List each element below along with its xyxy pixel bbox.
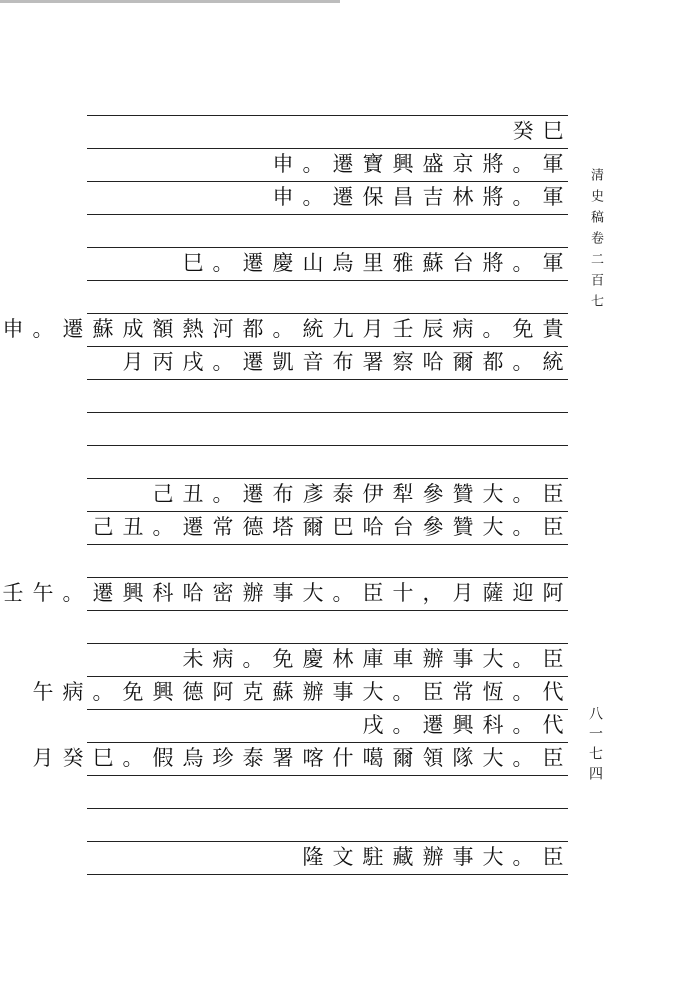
glyph: 月 — [122, 350, 144, 374]
row-13 — [88, 511, 568, 543]
glyph: 。 — [212, 350, 234, 374]
glyph: 臣 — [542, 482, 564, 506]
glyph: 遷 — [242, 482, 264, 506]
glyph: 哈 — [182, 581, 204, 605]
glyph: 病 — [62, 680, 84, 704]
glyph: 己 — [152, 482, 174, 506]
glyph: 參 — [422, 482, 444, 506]
glyph: 辦 — [422, 845, 444, 869]
glyph: 慶 — [302, 647, 324, 671]
glyph: 。 — [272, 317, 294, 341]
glyph: 。 — [242, 647, 264, 671]
glyph: 什 — [332, 746, 354, 770]
glyph: 興 — [452, 713, 474, 737]
glyph: 。 — [512, 713, 534, 737]
glyph: 烏 — [332, 251, 354, 275]
glyph: 臣 — [542, 647, 564, 671]
row-18 — [28, 676, 568, 708]
row-3 — [268, 181, 568, 213]
row-15 — [0, 577, 568, 609]
glyph: 塔 — [272, 515, 294, 539]
glyph: 壬 — [2, 581, 24, 605]
glyph: 布 — [272, 482, 294, 506]
glyph: 台 — [392, 515, 414, 539]
glyph: 庫 — [362, 647, 384, 671]
horizontal-rule — [87, 874, 568, 875]
glyph: 將 — [482, 152, 504, 176]
glyph: 都 — [242, 317, 264, 341]
glyph: 藏 — [392, 845, 414, 869]
glyph: 哈 — [422, 350, 444, 374]
glyph: 雅 — [392, 251, 414, 275]
glyph: 。 — [512, 350, 534, 374]
glyph: 。 — [332, 581, 354, 605]
glyph: 事 — [452, 647, 474, 671]
glyph: 珍 — [212, 746, 234, 770]
glyph: 癸 — [62, 746, 84, 770]
glyph: 科 — [152, 581, 174, 605]
glyph: 大 — [482, 746, 504, 770]
glyph: 戌 — [182, 350, 204, 374]
glyph: 統 — [542, 350, 564, 374]
glyph: 寶 — [362, 152, 384, 176]
glyph: 。 — [212, 482, 234, 506]
glyph: 贊 — [452, 482, 474, 506]
horizontal-rule — [87, 412, 568, 413]
glyph: 台 — [452, 251, 474, 275]
glyph: 辰 — [422, 317, 444, 341]
glyph: 都 — [482, 350, 504, 374]
glyph: 巳 — [542, 119, 564, 143]
glyph: 臣 — [542, 746, 564, 770]
glyph: 署 — [362, 350, 384, 374]
glyph: 遷 — [242, 251, 264, 275]
glyph: 京 — [452, 152, 474, 176]
glyph: 。 — [392, 680, 414, 704]
glyph: 大 — [482, 845, 504, 869]
glyph: 。 — [512, 482, 534, 506]
glyph: 月 — [452, 581, 474, 605]
glyph: 將 — [482, 251, 504, 275]
glyph: 巳 — [182, 251, 204, 275]
glyph: 遷 — [242, 350, 264, 374]
glyph: 泰 — [242, 746, 264, 770]
glyph: 薩 — [482, 581, 504, 605]
glyph: 假 — [152, 746, 174, 770]
glyph: 阿 — [542, 581, 564, 605]
glyph: 巳 — [92, 746, 114, 770]
row-8 — [118, 346, 568, 378]
glyph: 克 — [242, 680, 264, 704]
glyph: 伊 — [362, 482, 384, 506]
glyph: 。 — [512, 515, 534, 539]
glyph: 貴 — [542, 317, 564, 341]
glyph: 噶 — [362, 746, 384, 770]
glyph: 申 — [2, 317, 24, 341]
glyph: 將 — [482, 185, 504, 209]
glyph: 犁 — [392, 482, 414, 506]
glyph: 代 — [542, 680, 564, 704]
glyph: 喀 — [302, 746, 324, 770]
glyph: 里 — [362, 251, 384, 275]
glyph: 申 — [272, 152, 294, 176]
glyph: 。 — [512, 845, 534, 869]
glyph: 遷 — [422, 713, 444, 737]
row-23 — [298, 841, 568, 873]
glyph: 大 — [482, 647, 504, 671]
glyph: 恆 — [482, 680, 504, 704]
glyph: 迎 — [512, 581, 534, 605]
glyph: 午 — [32, 581, 54, 605]
glyph: 蘇 — [92, 317, 114, 341]
glyph: 大 — [362, 680, 384, 704]
horizontal-rule — [87, 115, 568, 116]
glyph: 蘇 — [422, 251, 444, 275]
glyph: 參 — [422, 515, 444, 539]
glyph: 。 — [302, 185, 324, 209]
glyph: 。 — [512, 746, 534, 770]
glyph: 密 — [212, 581, 234, 605]
glyph: 遷 — [182, 515, 204, 539]
horizontal-rule — [87, 544, 568, 545]
glyph: 統 — [302, 317, 324, 341]
glyph: 布 — [332, 350, 354, 374]
glyph: 。 — [512, 251, 534, 275]
glyph: 蘇 — [272, 680, 294, 704]
glyph: 盛 — [422, 152, 444, 176]
glyph: 軍 — [542, 152, 564, 176]
glyph: 戌 — [362, 713, 384, 737]
glyph: 。 — [122, 746, 144, 770]
glyph: 。 — [152, 515, 174, 539]
glyph: 車 — [392, 647, 414, 671]
glyph: 贊 — [452, 515, 474, 539]
glyph: 大 — [482, 515, 504, 539]
row-20 — [28, 742, 568, 774]
glyph: 。 — [212, 251, 234, 275]
glyph: 。 — [482, 317, 504, 341]
glyph: 臣 — [362, 581, 384, 605]
glyph: 。 — [62, 581, 84, 605]
glyph: 慶 — [272, 251, 294, 275]
horizontal-rule — [87, 808, 568, 809]
glyph: 事 — [452, 845, 474, 869]
glyph: 十 — [392, 581, 414, 605]
glyph: 隊 — [452, 746, 474, 770]
glyph: 丑 — [182, 482, 204, 506]
glyph: 臣 — [542, 845, 564, 869]
glyph: 德 — [182, 680, 204, 704]
glyph: 昌 — [392, 185, 414, 209]
glyph: 保 — [362, 185, 384, 209]
glyph: 。 — [512, 185, 534, 209]
glyph: 興 — [152, 680, 174, 704]
glyph: 免 — [512, 317, 534, 341]
glyph: 。 — [302, 152, 324, 176]
glyph: 署 — [272, 746, 294, 770]
glyph: 午 — [32, 680, 54, 704]
row-5 — [178, 247, 568, 279]
horizontal-rule — [87, 610, 568, 611]
glyph: 河 — [212, 317, 234, 341]
glyph: 壬 — [392, 317, 414, 341]
page-number: 八一七四 — [587, 706, 603, 786]
glyph: 彥 — [302, 482, 324, 506]
horizontal-rule — [87, 280, 568, 281]
book-title: 清史稿卷二百七 — [588, 168, 603, 315]
glyph: 遷 — [62, 317, 84, 341]
glyph: 烏 — [182, 746, 204, 770]
glyph: 癸 — [512, 119, 534, 143]
glyph: 吉 — [422, 185, 444, 209]
glyph: 熱 — [182, 317, 204, 341]
horizontal-rule — [87, 775, 568, 776]
glyph: 德 — [242, 515, 264, 539]
glyph: 。 — [512, 680, 534, 704]
glyph: 。 — [512, 647, 534, 671]
glyph: 遷 — [332, 185, 354, 209]
glyph: 免 — [122, 680, 144, 704]
glyph: 爾 — [452, 350, 474, 374]
glyph: 病 — [452, 317, 474, 341]
glyph: 泰 — [332, 482, 354, 506]
row-17 — [178, 643, 568, 675]
glyph: 巴 — [332, 515, 354, 539]
glyph: 爾 — [302, 515, 324, 539]
row-7 — [0, 313, 568, 345]
glyph: 。 — [32, 317, 54, 341]
glyph: 山 — [302, 251, 324, 275]
horizontal-rule — [87, 214, 568, 215]
glyph: 事 — [332, 680, 354, 704]
glyph: 林 — [332, 647, 354, 671]
glyph: 軍 — [542, 185, 564, 209]
glyph: 音 — [302, 350, 324, 374]
glyph: 駐 — [362, 845, 384, 869]
glyph: ， — [422, 581, 444, 605]
glyph: 。 — [392, 713, 414, 737]
glyph: 領 — [422, 746, 444, 770]
glyph: 大 — [482, 482, 504, 506]
glyph: 哈 — [362, 515, 384, 539]
glyph: 興 — [122, 581, 144, 605]
glyph: 臣 — [542, 515, 564, 539]
glyph: 申 — [272, 185, 294, 209]
row-19 — [358, 709, 568, 741]
row-1 — [508, 115, 568, 147]
row-12 — [148, 478, 568, 510]
horizontal-rule — [87, 445, 568, 446]
glyph: 成 — [122, 317, 144, 341]
glyph: 丙 — [152, 350, 174, 374]
glyph: 林 — [452, 185, 474, 209]
glyph: 興 — [392, 152, 414, 176]
glyph: 常 — [452, 680, 474, 704]
glyph: 病 — [212, 647, 234, 671]
glyph: 臣 — [422, 680, 444, 704]
glyph: 凱 — [272, 350, 294, 374]
glyph: 未 — [182, 647, 204, 671]
horizontal-rule — [87, 379, 568, 380]
glyph: 大 — [302, 581, 324, 605]
glyph: 。 — [512, 152, 534, 176]
glyph: 丑 — [122, 515, 144, 539]
page-top-edge — [0, 0, 340, 3]
glyph: 科 — [482, 713, 504, 737]
glyph: 月 — [32, 746, 54, 770]
glyph: 月 — [362, 317, 384, 341]
glyph: 辦 — [242, 581, 264, 605]
glyph: 阿 — [212, 680, 234, 704]
glyph: 遷 — [332, 152, 354, 176]
glyph: 事 — [272, 581, 294, 605]
glyph: 己 — [92, 515, 114, 539]
glyph: 爾 — [392, 746, 414, 770]
glyph: 免 — [272, 647, 294, 671]
glyph: 辦 — [302, 680, 324, 704]
glyph: 遷 — [92, 581, 114, 605]
glyph: 九 — [332, 317, 354, 341]
glyph: 。 — [92, 680, 114, 704]
glyph: 文 — [332, 845, 354, 869]
glyph: 常 — [212, 515, 234, 539]
glyph: 代 — [542, 713, 564, 737]
glyph: 軍 — [542, 251, 564, 275]
glyph: 察 — [392, 350, 414, 374]
glyph: 隆 — [302, 845, 324, 869]
glyph: 辦 — [422, 647, 444, 671]
row-2 — [268, 148, 568, 180]
glyph: 額 — [152, 317, 174, 341]
